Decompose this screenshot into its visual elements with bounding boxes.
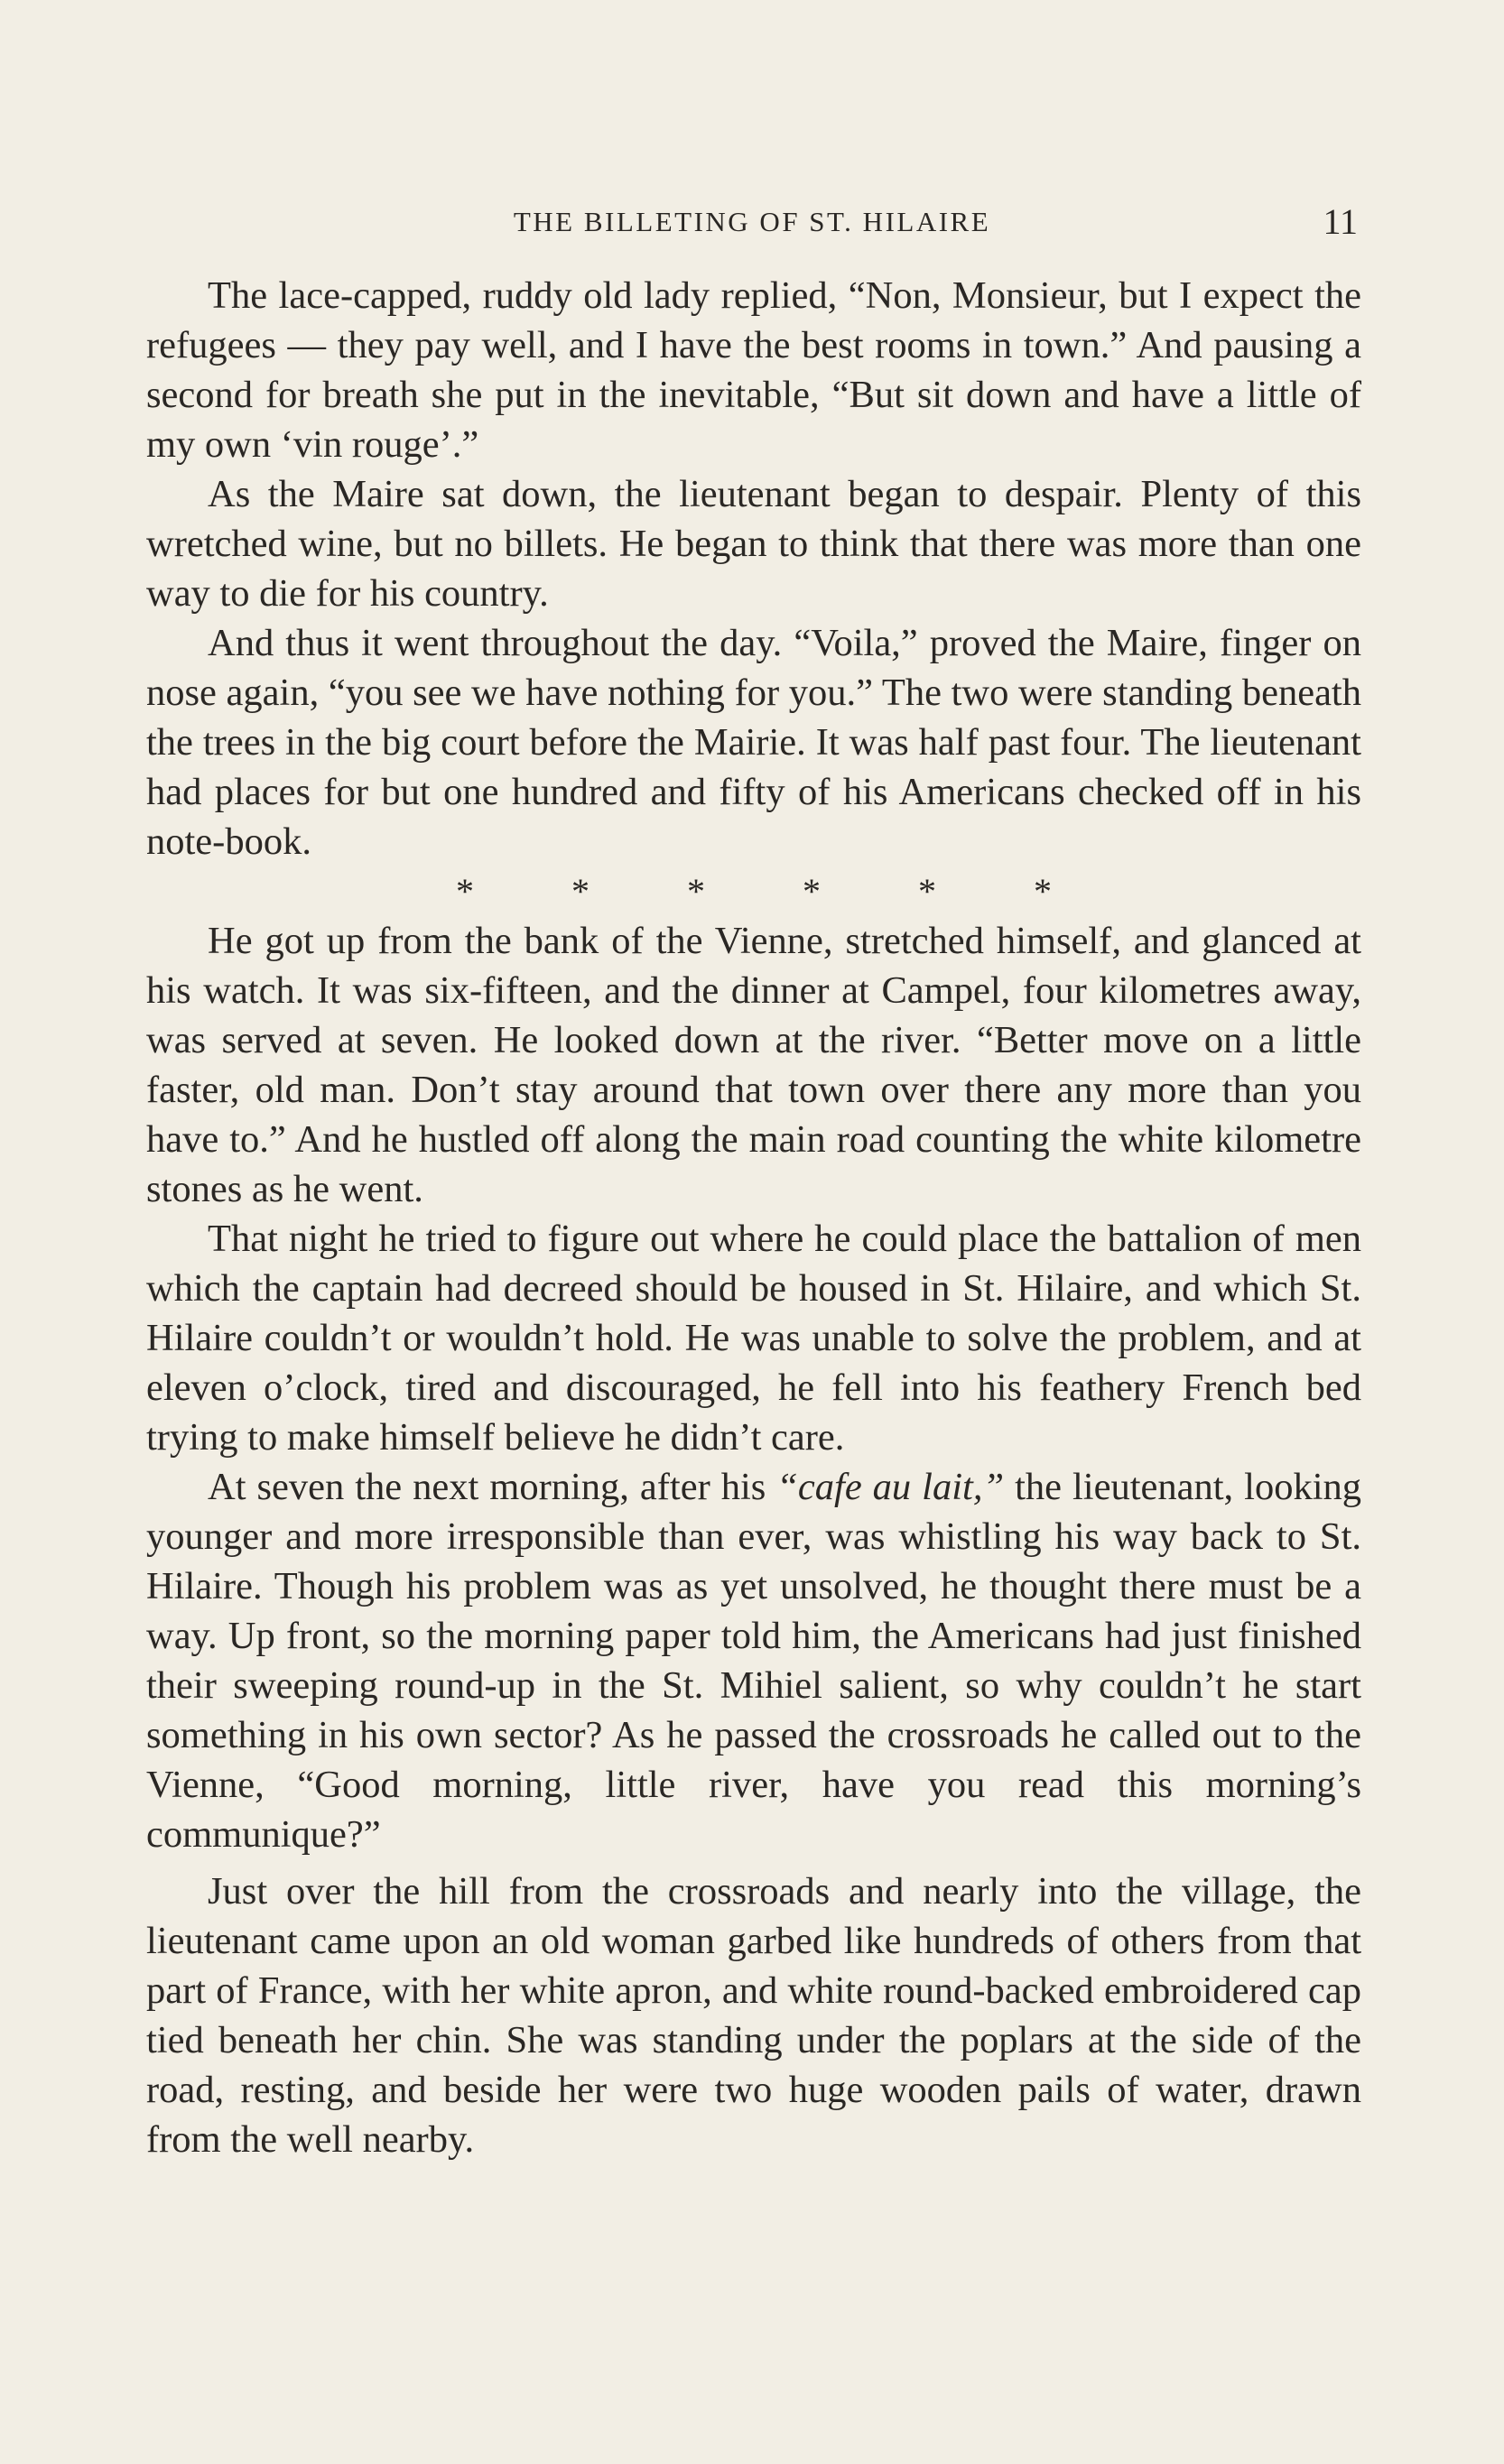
paragraph-text: the lieutenant, looking younger and more irresponsible than ever, was whistling his way back to St. Hilaire. Though his problem was as yet unsolved, he thought there must be a way. Up front, so the morning paper told him, the Americans had just finished their sweeping round-up in the St. Mihiel salient, so why couldn’t he start something in his own sector? As he passed the crossroads he called out to the Vienne, “Good morning, little river, have you read this morning’s communique?” — [146, 1466, 1362, 1856]
asterisk: * — [571, 871, 590, 912]
asterisk: * — [687, 871, 705, 912]
paragraph — [146, 1462, 1361, 1859]
paragraph: Just over the hill from the crossroads and nearly into the village, the lieutenant came upon an old woman garbed like hundreds of others from that part of France, with her white apron, and white round-backed embroidered cap tied beneath her chin. She was standing under the poplars at the side of the road, resting, and beside her were two huge wooden pails of water, drawn from the well nearby. — [146, 1870, 1361, 2161]
paragraph-text: At seven the next morning, after his — [208, 1466, 777, 1508]
asterisk: * — [803, 871, 821, 912]
paragraph: And thus it went throughout the day. “Voila,” proved the Maire, finger on nose again, “you see we have nothing for you.” The two were standing beneath the trees in the big court before the Mairie. It was half past four. The lieutenant had places for but one hundred and fifty of his Americans checked off in his note-book. — [146, 622, 1361, 863]
asterisk: * — [1034, 871, 1052, 912]
section-break — [146, 866, 1361, 916]
paragraph: As the Maire sat down, the lieutenant began to despair. Plenty of this wretched wine, but no billets. He began to think that there was more than one way to die for his country. — [146, 473, 1361, 615]
paragraph: The lace-capped, ruddy old lady replied, “Non, Monsieur, but I expect the refugees — they pay well, and I have the best rooms in town.” And pausing a second for breath she put in the inevitable, “But sit down and have a little of my own ‘vin rouge’.” — [146, 274, 1361, 466]
paragraph: That night he tried to figure out where he could place the battalion of men which the captain had decreed should be housed in St. Hilaire, and which St. Hilaire couldn’t or wouldn’t hold. He was unable to solve the problem, and at eleven o’clock, tired and discouraged, he fell into his feathery French bed trying to make himself believe he didn’t care. — [146, 1218, 1361, 1459]
body-text — [146, 271, 1361, 2164]
asterisk: * — [918, 871, 936, 912]
page-number: 11 — [1323, 201, 1358, 242]
running-head — [146, 200, 1358, 244]
running-title: THE BILLETING OF ST. HILAIRE — [513, 206, 991, 237]
paragraph: He got up from the bank of the Vienne, stretched himself, and glanced at his watch. It was six-fifteen, and the dinner at Campel, four kilometres away, was served at seven. He looked down at the river. “Better move on a little faster, old man. Don’t stay around that town over there any more than you have to.” And he hustled off along the main road counting the white kilometre stones as he went. — [146, 920, 1361, 1210]
italic-phrase: “cafe au lait,” — [776, 1466, 1005, 1508]
asterisk: * — [456, 871, 474, 912]
